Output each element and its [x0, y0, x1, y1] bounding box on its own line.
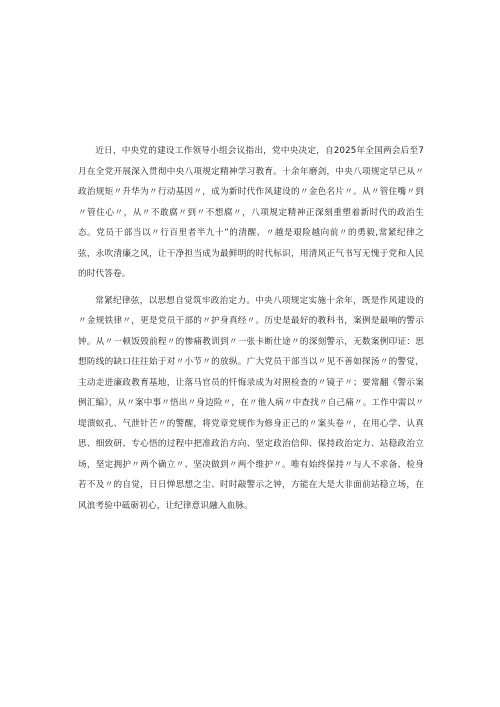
paragraph-2: 常紧纪律弦，以思想自觉筑牢政治定力。中央八项规定实施十余年，既是作风建设的〃金规铁律〃，更是党员干部的〃护身真经〃。历史是最好的教科书，案例是最响的警示钟。从〃一顿饭毁前程〃的惨痛教训到〃一张卡断仕途〃的深刻警示，无数案例印证：思想防线的缺口往往始于对〃小节〃的放纵。广大党员干部当以〃见不善如探汤〃的警觉，主动走进廉政教育基地，让落马官员的忏悔录成为对照检查的〃镜子〃；要常翻《警示案例汇编》，从〃案中事〃悟出〃身边险〃，在〃他人病〃中查找〃自己痛〃。工作中需以〃堤溃蚁孔、气泄针芒〃的警醒，将党章党规作为修身正己的〃案头卷〃，在用心学、认真思、细致研、专心悟的过程中把准政治方向、坚定政治信仰、保持政治定力、站稳政治立场，坚定拥护〃两个确立〃、坚决做到〃两个维护〃。唯有始终保持〃与人不求备、检身若不及〃的自觉，日日惮思想之尘、时时敲警示之钟，方能在大是大非面前站稳立场，在风浪考验中砥砺初心，让纪律意识融入血脉。: [78, 295, 424, 511]
paragraph-1: 近日，中央党的建设工作领导小组会议指出，党中央决定，自2025年全国两会后至7月在全党开展深入贯彻中央八项规定精神学习教育。十余年磨剑，中央八项规定早已从〃政治规矩〃升华为〃行动基因〃，成为新时代作风建设的〃金色名片〃。从〃管住嘴〃到〃管住心〃，从〃不敢腐〃到〃不想腐〃，八项规定精神正深刻重塑着新时代的政治生态。党员干部当以〃行百里者半九十”的清醒、〃越是艰险越向前〃的勇毅,常紧纪律之弦，永吹清廉之风，让干净担当成为最鲜明的时代标识，用清风正气书写无愧于党和人民的时代答卷。: [78, 146, 424, 279]
document-body: [78, 141, 424, 516]
